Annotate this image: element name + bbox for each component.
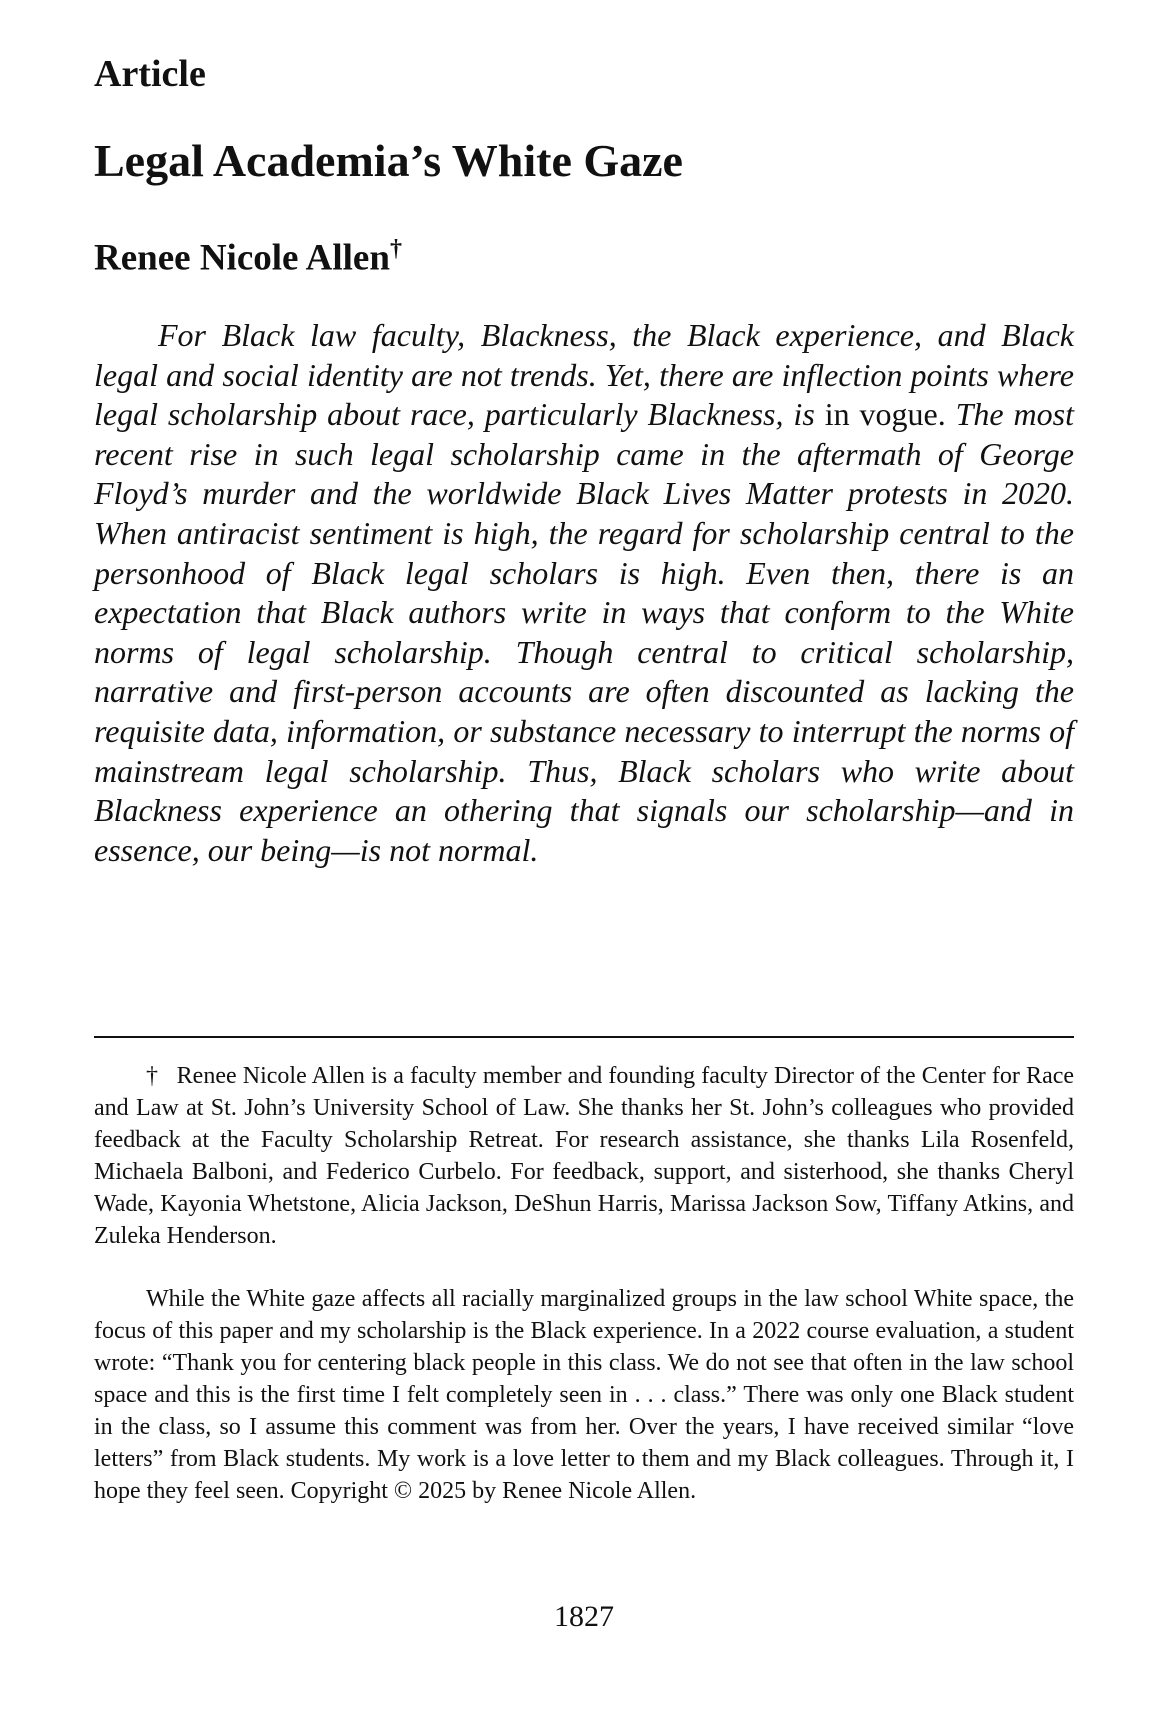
author-footnote-mark[interactable]: †: [389, 236, 402, 262]
footnote-paragraph-1: Renee Nicole Allen is a faculty member and founding faculty Director of the Center for Race and Law at St. John’s University School of Law. She thanks her St. John’s colleagues who provided feedback at the Faculty Scholarship Retreat. For research assistance, she thanks Lila Rosenfeld, Michaela Balboni, and Federico Curbelo. For feedback, support, and sisterhood, she thanks Cheryl Wade, Kayonia Whetstone, Alicia Jackson, DeShun Harris, Marissa Jackson Sow, Tiffany Atkins, and Zuleka Henderson.: [94, 1063, 1075, 1249]
abstract-text-2: The most recent rise in such legal scholarship came in the aftermath of George Floyd’s murder and the worldwide Black Lives Matter protests in 2020. When antiracist sentiment is high, the regard for scholarship central to the personhood of Black legal scholars is high. Even then, there is an expectation that Black authors write in ways that conform to the White norms of legal scholarship. Though central to critical scholarship, narrative and first-person accounts are often discounted as lacking the requisite data, information, or substance necessary to interrupt the norms of mainstream legal scholarship. Thus, Black scholars who write about Blackness experience an othering that signals our scholarship—and in essence, our being—is not normal.: [94, 396, 1075, 868]
article-title: Legal Academia’s White Gaze: [94, 135, 683, 186]
footnote-author-bio: [94, 1060, 1074, 1252]
abstract: [94, 316, 1074, 870]
abstract-text-1: For Black law faculty, Blackness, the Black experience, and Black legal and social identity are not trends. Yet, there are inflection points where legal scholarship about race, particularly Blackness, is: [94, 317, 1074, 433]
footnote-mark: †: [146, 1063, 159, 1089]
author-line: [94, 236, 402, 279]
page-number: 1827: [554, 1600, 614, 1633]
abstract-roman-phrase: in vogue.: [824, 396, 946, 433]
author-name: Renee Nicole Allen: [94, 237, 390, 279]
article-label: Article: [94, 53, 206, 95]
footnote-divider: [94, 1036, 1074, 1038]
footnote-paragraph-2: While the White gaze affects all racially marginalized groups in the law school White space, the focus of this paper and my scholarship is the Black experience. In a 2022 course evaluation, a student wrote: “Thank you for centering black people in this class. We do not see that often in the law school space and this is the first time I felt completely seen in . . . class.” There was only one Black student in the class, so I assume this comment was from her. Over the years, I have received similar “love letters” from Black students. My work is a love letter to them and my Black colleagues. Through it, I hope they feel seen. Copyright © 2025 by Renee Nicole Allen.: [94, 1286, 1074, 1504]
footnote-continuation: [94, 1283, 1074, 1507]
